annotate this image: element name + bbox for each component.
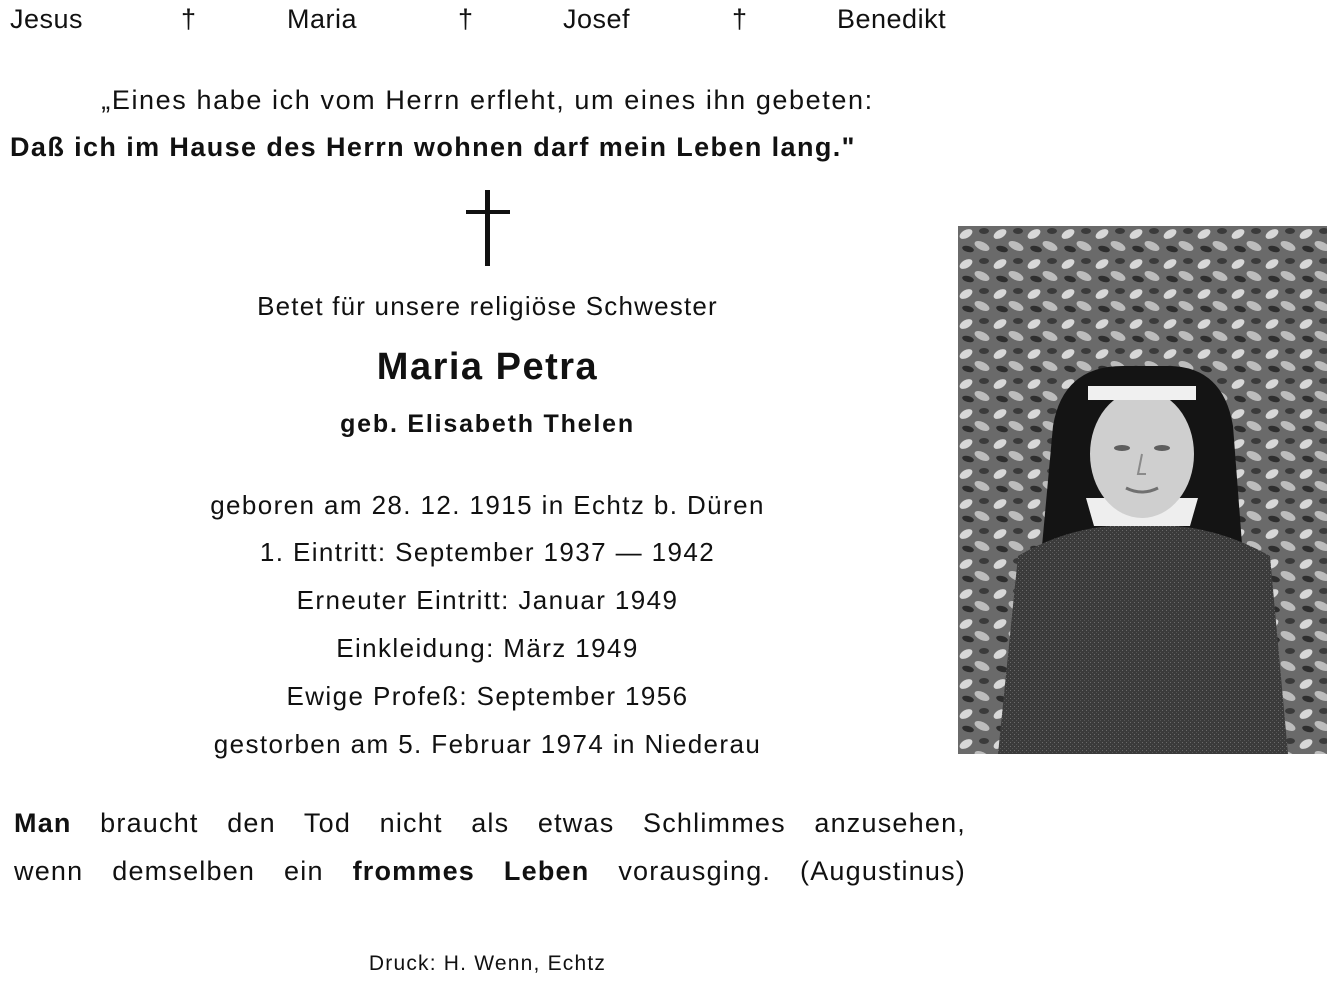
psalm-quote-line-1: „Eines habe ich vom Herrn erfleht, um eines ihn gebeten: [101, 85, 874, 115]
fact-reentry: Erneuter Eintritt: Januar 1949 [296, 585, 679, 615]
portrait-photo [958, 226, 1327, 754]
latin-cross-icon [466, 190, 510, 266]
prayer-intro: Betet für unsere religiöse Schwester [257, 291, 718, 321]
fact-birth: geboren am 28. 12. 1915 in Echtz b. Düren [210, 490, 765, 520]
header-name-benedikt: Benedikt [837, 4, 947, 34]
header-name-jesus: Jesus [10, 4, 84, 34]
dagger-icon: † [458, 4, 474, 34]
header-name-josef: Josef [563, 4, 631, 34]
fact-investiture: Einkleidung: März 1949 [336, 633, 639, 663]
printer-credit: Druck: H. Wenn, Echtz [368, 952, 607, 975]
deceased-name: Maria Petra [376, 346, 599, 388]
dagger-icon: † [181, 4, 197, 34]
birth-name: geb. Elisabeth Thelen [340, 410, 635, 438]
closing-quote-line-2: wenn demselben ein frommes Leben vorausging. (Augustinus) [14, 856, 967, 886]
dagger-icon: † [732, 4, 748, 34]
fact-perpetual-vows: Ewige Profeß: September 1956 [286, 681, 689, 711]
psalm-quote-line-2: Daß ich im Hause des Herrn wohnen darf mein Leben lang." [10, 132, 856, 162]
fact-death: gestorben am 5. Februar 1974 in Niederau [213, 729, 762, 759]
fact-first-entry: 1. Eintritt: September 1937 — 1942 [259, 537, 716, 567]
header-name-maria: Maria [287, 4, 358, 34]
closing-quote-line-1: Man braucht den Tod nicht als etwas Schlimmes anzusehen, [14, 808, 966, 838]
